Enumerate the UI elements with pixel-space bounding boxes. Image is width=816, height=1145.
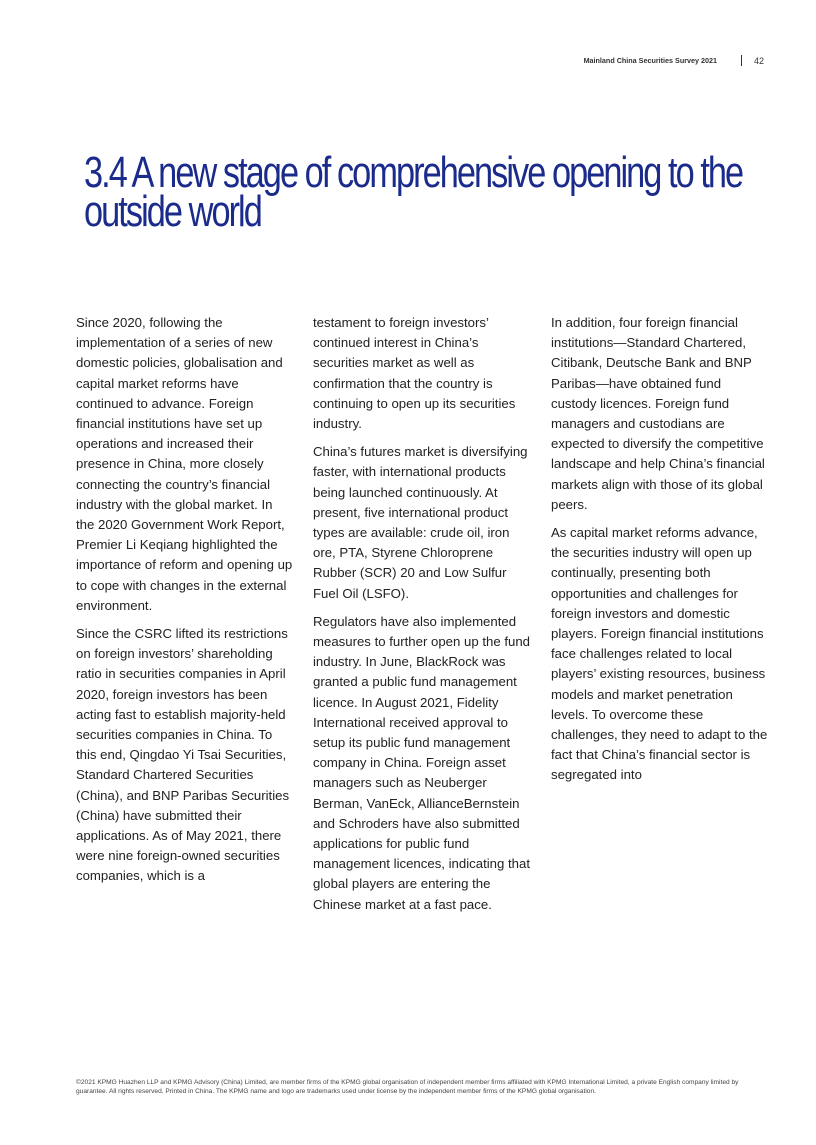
publication-title: Mainland China Securities Survey 2021 [583, 56, 717, 65]
header-divider [741, 55, 742, 66]
text-column-2 [313, 313, 531, 923]
page-number: 42 [753, 55, 764, 66]
paragraph: China’s futures market is diversifying faster, with international products being launched continuously. At present, five international product types are available: crude oil, iron ore, PTA, Styrene Chloroprene Rubber (SCR) 20 and Low Sulfur Fuel Oil (LSFO). [313, 444, 528, 601]
paragraph: testament to foreign investors’ continued interest in China’s securities market as well as confirmation that the country is continuing to open up its securities industry. [313, 315, 516, 432]
paragraph: Since the CSRC lifted its restrictions on foreign investors’ shareholding ratio in securities companies in April 2020, foreign investors has been acting fast to establish majority-held securities companies in China. To this end, Qingdao Yi Tsai Securities, Standard Chartered Securities (China), and BNP Paribas Securities (China) have submitted their applications. As of May 2021, there were nine foreign-owned securities companies, which is a [76, 626, 290, 884]
text-column-3 [551, 313, 769, 794]
paragraph: In addition, four foreign financial institutions—Standard Chartered, Citibank, Deutsche Bank and BNP Paribas—have obtained fund custody licences. Foreign fund managers and custodians are expected to diversify the competitive landscape and help China’s financial markets align with those of its global peers. [551, 315, 765, 512]
text-column-1 [76, 313, 294, 895]
paragraph: Since 2020, following the implementation of a series of new domestic policies, globalisation and capital market reforms have continued to advance. Foreign financial institutions have set up operations and increased their presence in China, more closely connecting the country’s financial industry with the global market. In the 2020 Government Work Report, Premier Li Keqiang highlighted the importance of reform and opening up to cope with changes in the external environment. [76, 315, 293, 613]
copyright-footer: ©2021 KPMG Huazhen LLP and KPMG Advisory (China) Limited, are member firms of the KPMG global organisation of independent member firms affiliated with KPMG International Limited, a private English company limited by guarantee. All rights reserved. Printed in China. The KPMG name and logo are trademarks used under license by the independent member firms of the KPMG global organisation. [76, 1079, 739, 1095]
paragraph: Regulators have also implemented measures to further open up the fund industry. In June, BlackRock was granted a public fund management licence. In August 2021, Fidelity International received approval to setup its public fund management company in China. Foreign asset managers such as Neuberger Berman, VanEck, AllianceBernstein and Schroders have also submitted applications for public fund management licences, indicating that global players are entering the Chinese market at a fast pace. [313, 613, 531, 912]
section-title: 3.4 A new stage of comprehensive opening to the outside world [84, 148, 743, 236]
paragraph: As capital market reforms advance, the securities industry will open up continually, presenting both opportunities and challenges for foreign investors and domestic players. Foreign financial institutions face challenges related to local players’ existing resources, business models and market penetration levels. To overcome these challenges, they need to adapt to the fact that China’s financial sector is segregated into [551, 525, 768, 783]
running-header [584, 55, 764, 66]
